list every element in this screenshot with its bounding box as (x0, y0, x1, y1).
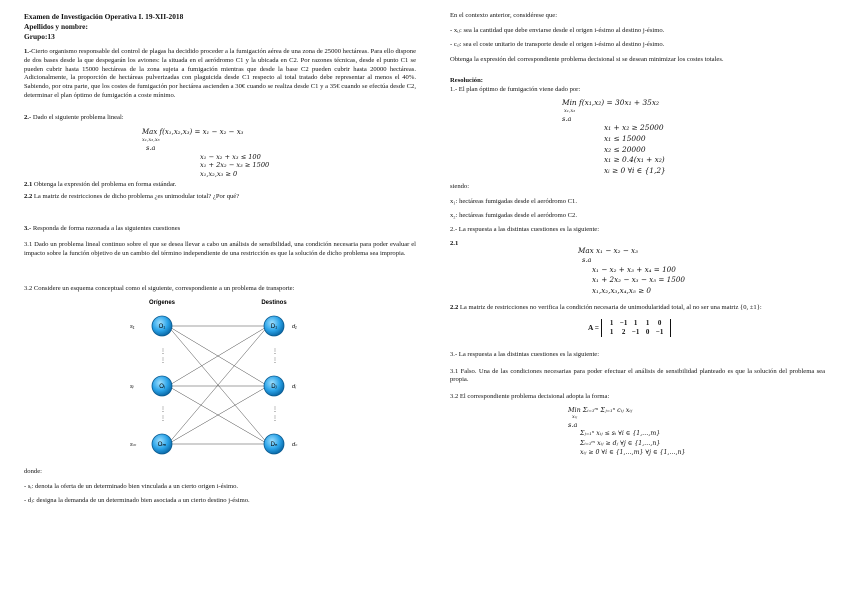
s21-sa: s.a (582, 255, 592, 264)
svg-text:⋮: ⋮ (160, 358, 166, 365)
question-2-number: 2.- (24, 113, 32, 121)
svg-text:Oᵢ: Oᵢ (159, 384, 165, 391)
svg-text:⋮: ⋮ (272, 358, 278, 365)
solution-2-intro: 2.- La respuesta a las distintas cuestiones es la siguiente: (450, 226, 600, 234)
solution-2-1-model (578, 246, 825, 296)
left-column (24, 12, 416, 506)
destination-node (264, 316, 284, 336)
demand-definition: - dⱼ: designa la demanda de un determinado bien asociada a un cierto destino j-ésimo. (24, 497, 250, 505)
constraint-matrix (588, 319, 825, 337)
matrix-cell: −1 (619, 318, 628, 327)
svg-text:Dₙ: Dₙ (270, 442, 278, 449)
question-3-ask: Obtenga la expresión del correspondiente problema decisional si se desean minimizar los costes totales. (450, 56, 724, 64)
solution-3-1: 3.1 Falso. Una de las condiciones necesarias para poder efectuar el análisis de sensibilidad planteado es que la solución del problema sea propia. (450, 367, 825, 384)
origin-node (152, 376, 172, 396)
context-intro: En el contexto anterior, considérese que: (450, 12, 558, 19)
demand-label: d₁ (292, 324, 297, 331)
matrix-cell: 0 (645, 327, 650, 336)
s1-constraint: x₁ ≤ 15000 (604, 134, 646, 144)
solution-3-2: 3.2 El correspondiente problema decisional adopta la forma: (450, 392, 610, 400)
svg-text:⋮: ⋮ (272, 407, 278, 414)
donde-label: donde: (24, 468, 42, 476)
svg-text:⋮: ⋮ (160, 349, 166, 356)
xij-definition: - xᵢⱼ: sea la cantidad que debe enviarse desde el origen i-ésimo al destino j-ésimo. (450, 26, 665, 34)
supply-label: s₁ (130, 324, 135, 331)
q2-constraint: x₁,x₂,x₃ ≥ 0 (200, 170, 238, 179)
origin-node (152, 434, 172, 454)
s21-constraint: x₁ − x₂ + x₃ + x₄ = 100 (592, 264, 676, 274)
origin-dots (160, 349, 278, 422)
matrix-cell: 1 (633, 318, 638, 327)
group-label: Grupo:13 (24, 31, 55, 41)
solution-3-intro: 3.- La respuesta a las distintas cuestiones es la siguiente: (450, 350, 600, 358)
siendo-label: siendo: (450, 182, 470, 190)
svg-text:⋮: ⋮ (272, 349, 278, 356)
s1-constraint: x₁ ≥ 0.4(x₁ + x₂) (604, 155, 665, 165)
transport-arcs (168, 326, 268, 444)
question-3-intro: 3.- Responda de forma razonada a las siguientes cuestiones (24, 225, 181, 233)
transport-diagram (124, 296, 324, 466)
q2-constraint: x₁ + 2x₂ − x₃ ≥ 1500 (200, 161, 270, 170)
matrix-body (601, 319, 671, 337)
question-3-1: 3.1 Dado un problema lineal continuo sobre el que se desea llevar a cabo un análisis de sensibilidad, una condición necesaria para poder evaluar el impacto sobre la función objetivo de un cambio del término independiente de una restricción es que la solución de dicho problema sea impropia. (24, 240, 416, 257)
matrix-cell: 1 (645, 318, 650, 327)
q2-objective: Max f(x₁,x₂,x₃) = x₁ − x₂ − x₃ (142, 128, 244, 137)
destinations-header: Destinos (261, 300, 287, 307)
origin-node (152, 316, 172, 336)
question-2-1: 2.1 Obtenga la expresión del problema en forma estándar. (24, 180, 177, 188)
question-2-intro: 2.- Dado el siguiente problema lineal: (24, 113, 124, 121)
matrix-cell: 1 (609, 327, 614, 336)
matrix-cell: −1 (655, 327, 664, 336)
q2-sa: s.a (146, 144, 156, 153)
svg-text:D₁: D₁ (270, 324, 278, 331)
s1-sa: s.a (562, 114, 572, 123)
s32-constraint: Σⱼ₌₁ⁿ xᵢⱼ ≤ sᵢ ∀i ∈ {1,…,m} (580, 430, 661, 438)
s1-constraint: x₂ ≤ 20000 (604, 144, 646, 154)
s21-objective: Max x₁ − x₂ − x₃ (578, 246, 638, 256)
question-1 (24, 48, 416, 100)
exam-title: Examen de Investigación Operativa I. 19-XII-2018 (24, 12, 184, 21)
supply-label: sᵢ (130, 384, 134, 391)
svg-text:O₁: O₁ (158, 324, 166, 331)
supply-label: sₘ (130, 442, 137, 449)
solution-3-2-model (568, 406, 825, 458)
s1-constraint: xᵢ ≥ 0 ∀i ∈ {1,2} (604, 166, 666, 176)
matrix-cell: 0 (657, 318, 662, 327)
demand-label: dₙ (292, 442, 298, 449)
x2-definition: x₂: hectáreas fumigadas desde el aeródromo C2. (450, 212, 577, 220)
svg-text:Dⱼ: Dⱼ (271, 384, 277, 391)
question-1-text: Cierto organismo responsable del control de plagas ha decidido proceder a la fumigación aérea de una zona de 25000 hectáreas. Para ello dispone de dos bases desde la que despegarán los aviones: la situada en el aeródromo C1 y la ubicada en C2. Por razones técnicas, desde el punto C1 se pueden cubrir hasta 15000 hectáreas de la zona sujeta a fumigación mientras que desde la base C2 pueden cubrir hasta 20000 hectáreas. Adicionalmente, la proporción de hectáreas pulverizadas con plaguicida desde C1 respecto al total tratado debe representar al menos el 40%. Sabiendo, por otra parte, que los costes de fumigación por hectárea ascienden a 30€ cuando se realiza desde C1 y a 35€ cuando se efectúa desde C2, determinar el plan óptimo de fumigación a coste mínimo. (24, 48, 416, 99)
supply-definition: - sᵢ: denota la oferta de un determinado bien vinculada a un cierto origen i-ésimo. (24, 482, 239, 490)
q2-variables: x₁,x₂,x₃ (142, 137, 160, 144)
origins-header: Orígenes (148, 300, 176, 307)
solution-1-model (562, 98, 825, 177)
right-column (450, 12, 825, 457)
s1-variables: x₁,x₂ (564, 107, 576, 114)
svg-text:⋮: ⋮ (160, 416, 166, 423)
solution-title: Resolución: (450, 76, 483, 84)
destination-node (264, 376, 284, 396)
solution-1-intro: 1.- El plan óptimo de fumigación viene dado por: (450, 85, 581, 93)
names-label: Apellidos y nombre: (24, 21, 88, 31)
solution-2-2: 2.2 La matriz de restricciones no verifica la condición necesaria de unimodularidad total, al no ser una matriz {0, ±1}: (450, 303, 762, 311)
question-2-2: 2.2 La matriz de restricciones de dicho problema ¿es unimodular total? ¿Por qué? (24, 192, 240, 200)
matrix-cell: 2 (621, 327, 626, 336)
matrix-cell: 1 (609, 318, 614, 327)
s1-objective: Min f(x₁,x₂) = 30x₁ + 35x₂ (562, 98, 660, 108)
s32-sa: s.a (568, 420, 578, 429)
s32-objective: Min Σᵢ₌₁ᵐ Σⱼ₌₁ⁿ cᵢⱼ xᵢⱼ (568, 405, 633, 414)
s21-constraint: x₁,x₂,x₃,x₄,x₅ ≥ 0 (592, 285, 651, 295)
q2-constraint: x₁ − x₂ + x₃ ≤ 100 (200, 152, 261, 161)
s32-variables: xᵢⱼ (572, 414, 578, 421)
s1-constraint: x₁ + x₂ ≥ 25000 (604, 123, 664, 133)
question-1-number: 1.- (24, 48, 32, 56)
question-3-2: 3.2 Considere un esquema conceptual como el siguiente, correspondiente a un problema de transporte: (24, 285, 295, 293)
cij-definition: - cᵢⱼ: sea el coste unitario de transporte desde el origen i-ésimo al destino j-ésimo. (450, 41, 665, 49)
svg-text:Oₘ: Oₘ (157, 442, 167, 449)
s21-constraint: x₁ + 2x₂ − x₃ − x₅ = 1500 (592, 275, 685, 285)
s32-constraint: Σᵢ₌₁ᵐ xᵢⱼ ≥ dⱼ ∀j ∈ {1,…,n} (580, 439, 661, 447)
demand-label: dⱼ (292, 384, 297, 391)
solution-2-1-number: 2.1 (450, 239, 459, 247)
s32-constraint: xᵢⱼ ≥ 0 ∀i ∈ {1,…,m} ∀j ∈ {1,…,n} (580, 449, 686, 457)
matrix-cell: −1 (631, 327, 640, 336)
destination-node (264, 434, 284, 454)
x1-definition: x₁: hectáreas fumigadas desde el aeródromo C1. (450, 197, 577, 205)
q2-problem (142, 128, 416, 179)
svg-text:⋮: ⋮ (272, 416, 278, 423)
matrix-label: A = (588, 322, 599, 332)
svg-text:⋮: ⋮ (160, 407, 166, 414)
